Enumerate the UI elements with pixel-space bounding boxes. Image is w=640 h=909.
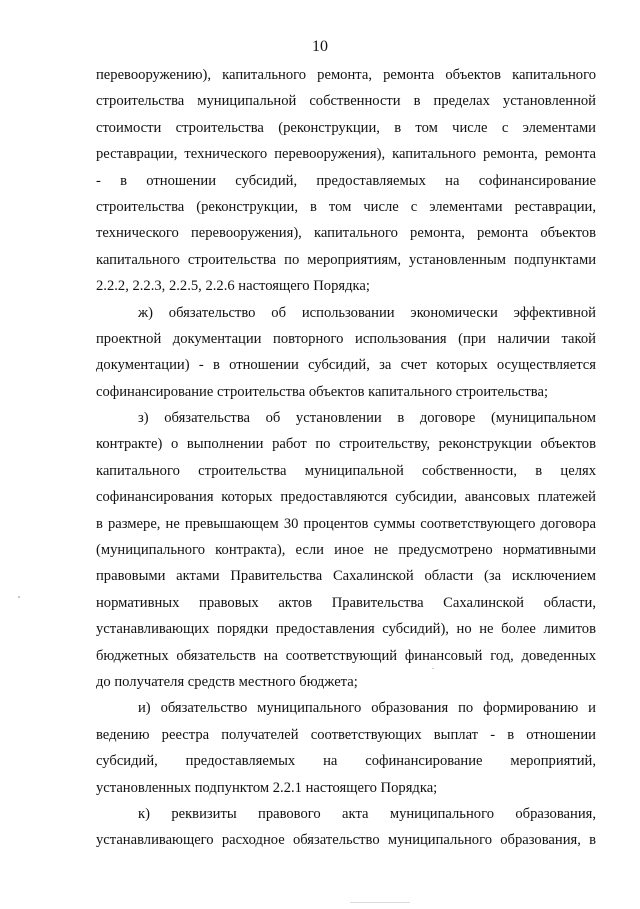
text-line: бюджетных обязательств на соответствующий финансовый год, доведенных: [96, 647, 596, 664]
text-line: ж) обязательство об использовании экономически эффективной: [138, 304, 596, 321]
text-line: контракте) о выполнении работ по строительству, реконструкции объектов: [96, 436, 596, 453]
text-line: софинансирование строительства объектов капитального строительства;: [96, 383, 549, 400]
text-line: 2.2.2, 2.2.3, 2.2.5, 2.2.6 настоящего Порядка;: [96, 278, 370, 295]
text-line: документации) - в отношении субсидий, за счет которых осуществляется: [96, 357, 596, 374]
text-line: и) обязательство муниципального образования по формированию и: [138, 700, 596, 717]
text-line: строительства муниципальной собственности в пределах установленной: [96, 93, 596, 110]
text-line: к) реквизиты правового акта муниципального образования,: [138, 805, 596, 822]
text-line: (муниципального контракта), если иное не предусмотрено нормативными: [96, 542, 596, 559]
text-line: в размере, не превышающем 30 процентов суммы соответствующего договора: [96, 515, 596, 532]
text-line: з) обязательства об установлении в договоре (муниципальном: [138, 410, 596, 427]
text-line: установленных подпунктом 2.2.1 настоящего Порядка;: [96, 779, 438, 796]
text-line: строительства (реконструкции, в том числе с элементами реставрации,: [96, 198, 596, 215]
text-line: устанавливающего расходное обязательство муниципального образования, в: [96, 832, 596, 849]
text-line: ведению реестра получателей соответствующих выплат - в отношении: [96, 726, 596, 743]
text-line: софинансирования которых предоставляются субсидии, авансовых платежей: [96, 489, 596, 506]
text-line: капитального строительства по мероприятиям, установленным подпунктами: [96, 251, 596, 268]
text-line: капитального строительства муниципальной собственности, в целях: [96, 462, 596, 479]
scan-artifact: [432, 668, 434, 669]
text-line: нормативных правовых актов Правительства Сахалинской области,: [96, 594, 596, 611]
text-line: реставрации, технического перевооружения), капитального ремонта, ремонта: [96, 146, 596, 163]
text-line: - в отношении субсидий, предоставляемых на софинансирование: [96, 172, 596, 189]
text-line: перевооружению), капитального ремонта, ремонта объектов капитального: [96, 67, 596, 83]
text-line: стоимости строительства (реконструкции, в том числе с элементами: [96, 119, 596, 136]
document-body: [96, 62, 596, 854]
scan-artifact: [350, 902, 410, 903]
text-line: проектной документации повторного использования (при наличии такой: [96, 330, 596, 347]
text-line: устанавливающих порядки предоставления субсидий), но не более лимитов: [96, 621, 596, 638]
page-number: 10: [312, 38, 328, 55]
text-line: до получателя средств местного бюджета;: [96, 673, 358, 690]
scan-artifact: [18, 596, 20, 598]
text-line: правовыми актами Правительства Сахалинской области (за исключением: [96, 568, 596, 585]
text-line: субсидий, предоставляемых на софинансирование мероприятий,: [96, 753, 596, 770]
text-line: технического перевооружения), капитального ремонта, ремонта объектов: [96, 225, 596, 242]
